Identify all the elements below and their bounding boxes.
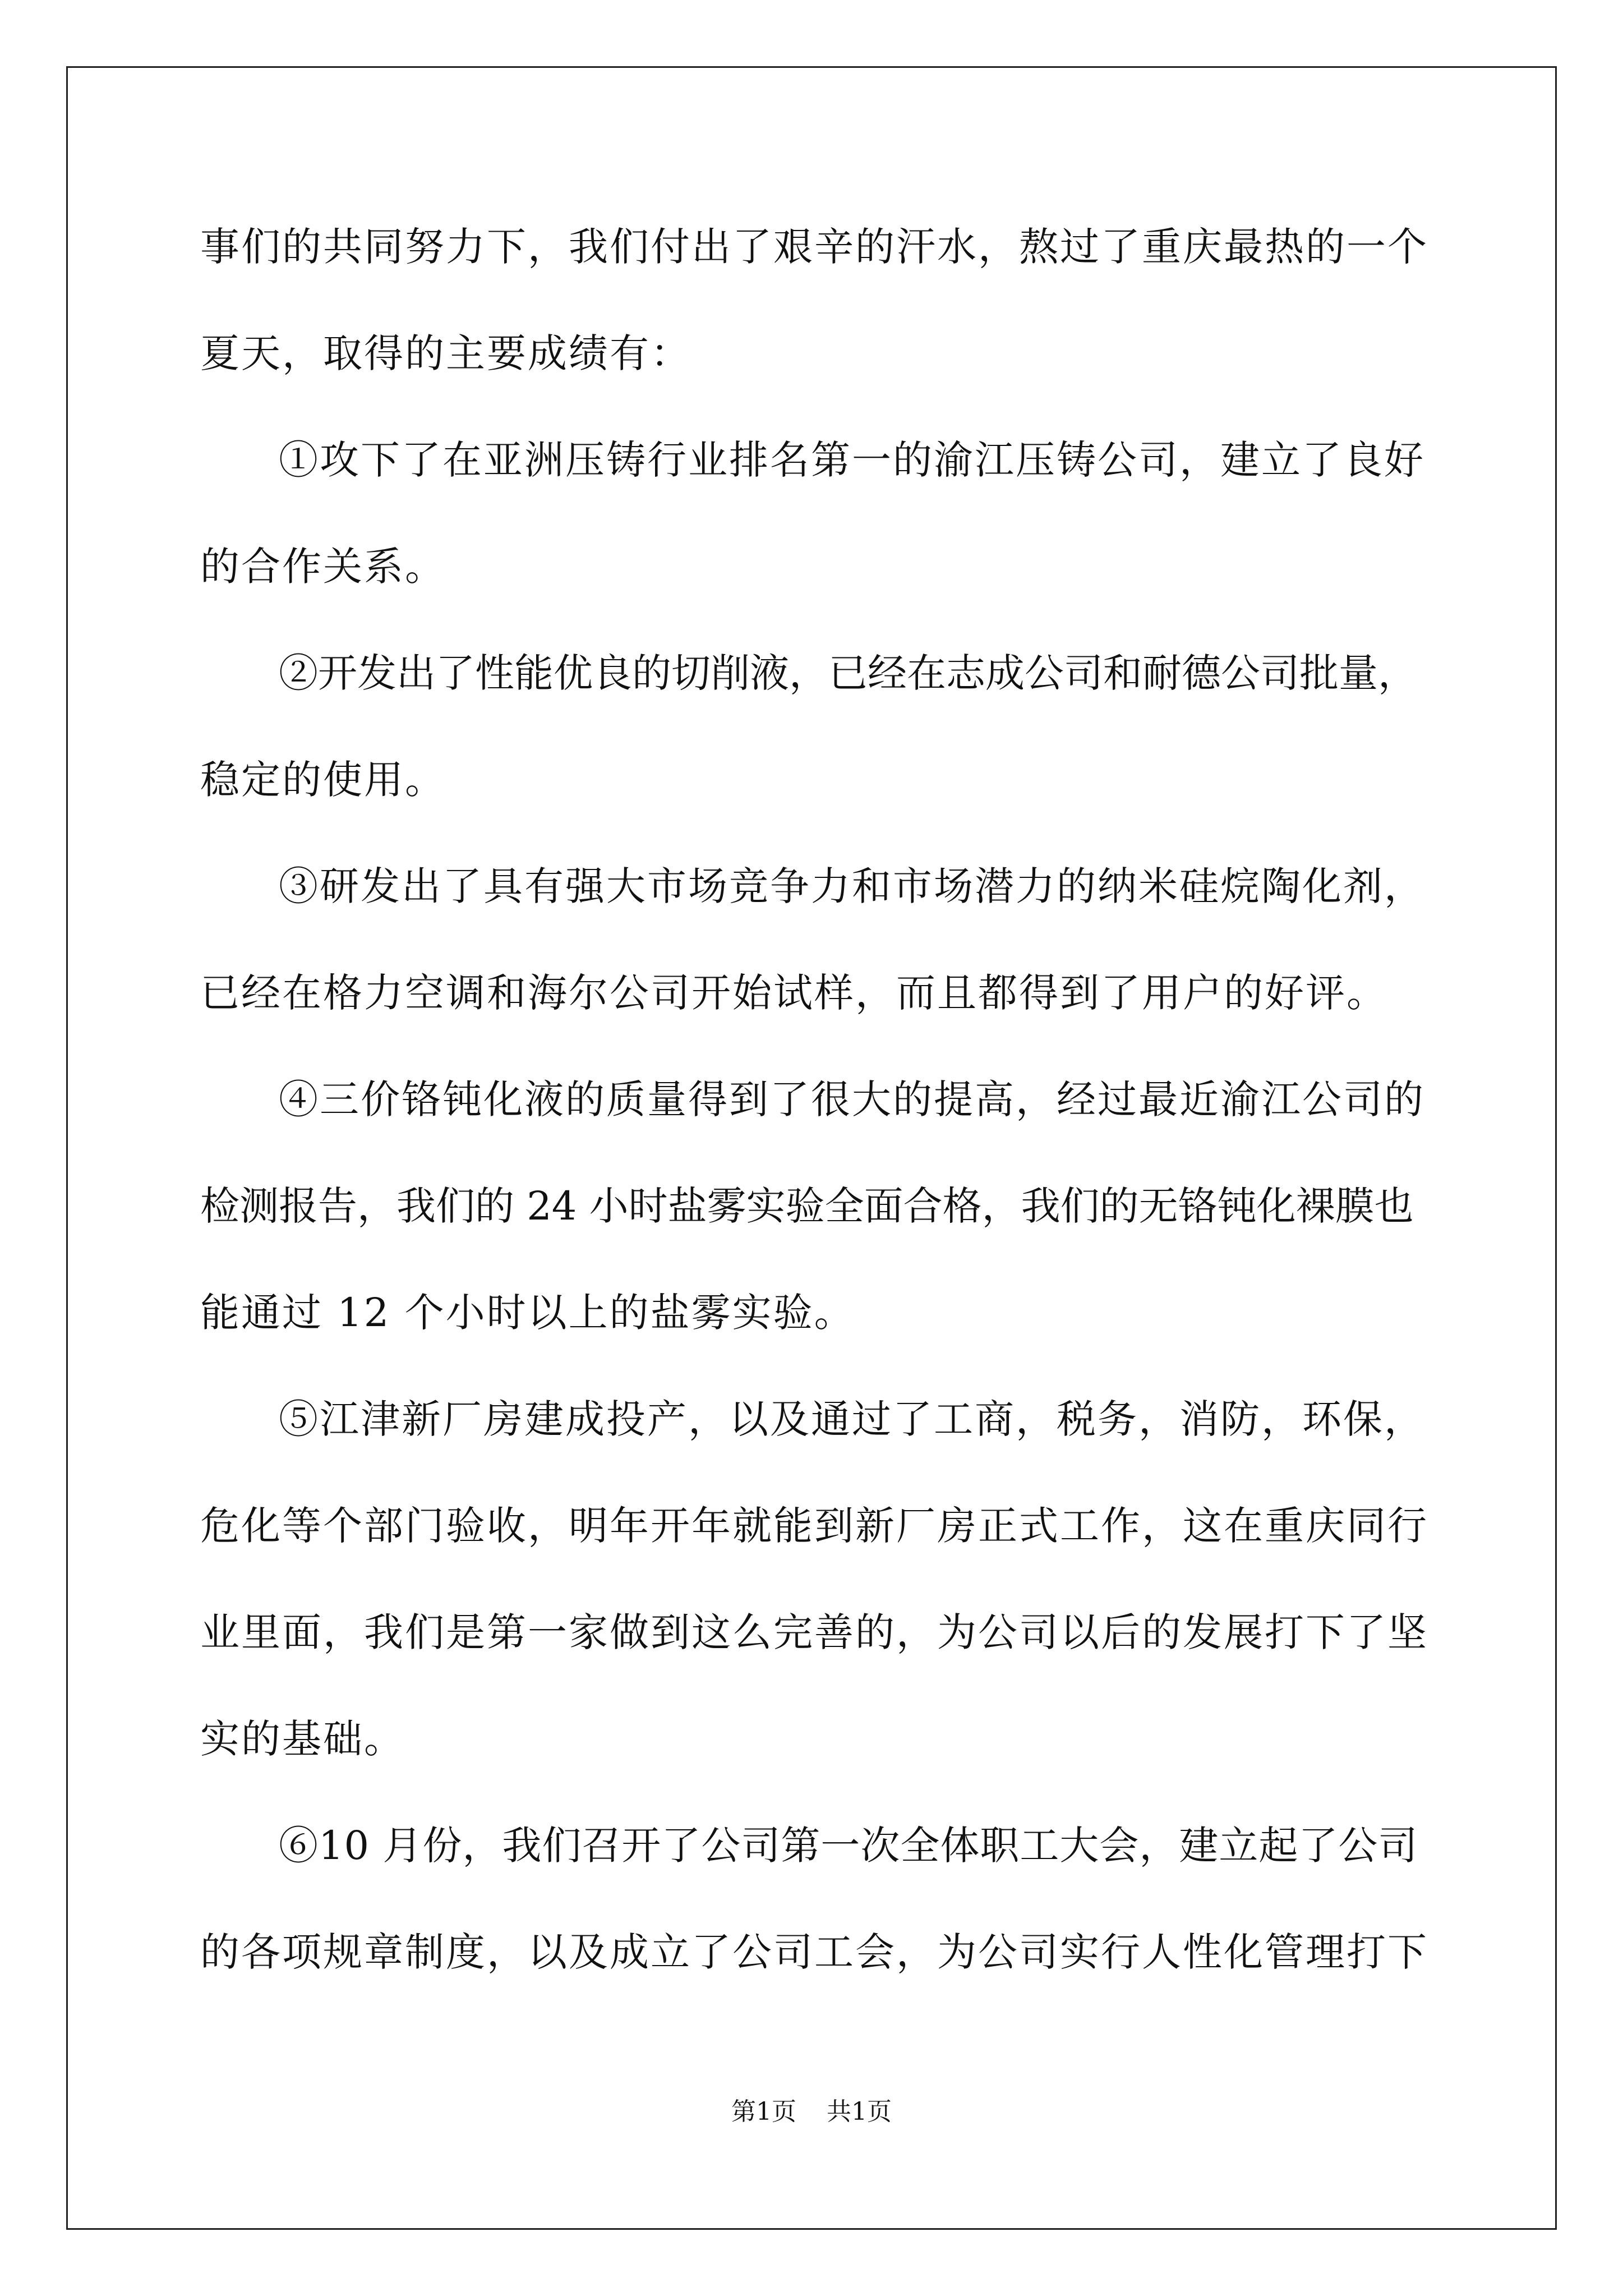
text-line: ④三价铬钝化液的质量得到了很大的提高，经过最近渝江公司的	[279, 1076, 1425, 1122]
page-footer	[0, 2095, 1623, 2129]
text-line: 能通过 12 个小时以上的盐雾实验。	[200, 1290, 855, 1336]
page-total: 共1页	[827, 2097, 892, 2126]
text-line: 夏天，取得的主要成绩有：	[200, 330, 691, 376]
text-line: 危化等个部门验收，明年开年就能到新厂房正式工作，这在重庆同行	[200, 1503, 1428, 1549]
text-line: 业里面，我们是第一家做到这么完善的，为公司以后的发展打下了坚	[200, 1609, 1428, 1655]
text-line: ③研发出了具有强大市场竞争力和市场潜力的纳米硅烷陶化剂，	[279, 863, 1425, 909]
text-line: 事们的共同努力下，我们付出了艰辛的汗水，熬过了重庆最热的一个	[200, 224, 1428, 270]
page-number: 第1页	[731, 2097, 796, 2126]
text-line: ⑥10 月份，我们召开了公司第一次全体职工大会，建立起了公司	[279, 1823, 1418, 1869]
text-line: ⑤江津新厂房建成投产，以及通过了工商，税务，消防，环保，	[279, 1396, 1425, 1442]
text-line: 已经在格力空调和海尔公司开始试样，而且都得到了用户的好评。	[200, 970, 1387, 1016]
text-line: 的各项规章制度，以及成立了公司工会，为公司实行人性化管理打下	[200, 1929, 1428, 1975]
document-body	[200, 210, 1428, 2022]
text-line: ②开发出了性能优良的切削液，已经在志成公司和耐德公司批量，	[279, 650, 1417, 696]
text-line: ①攻下了在亚洲压铸行业排名第一的渝江压铸公司，建立了良好	[279, 437, 1425, 483]
text-line: 实的基础。	[200, 1716, 405, 1762]
text-line: 稳定的使用。	[200, 757, 446, 803]
text-line: 的合作关系。	[200, 544, 446, 590]
text-line: 检测报告，我们的 24 小时盐雾实验全面合格，我们的无铬钝化裸膜也	[200, 1183, 1414, 1229]
